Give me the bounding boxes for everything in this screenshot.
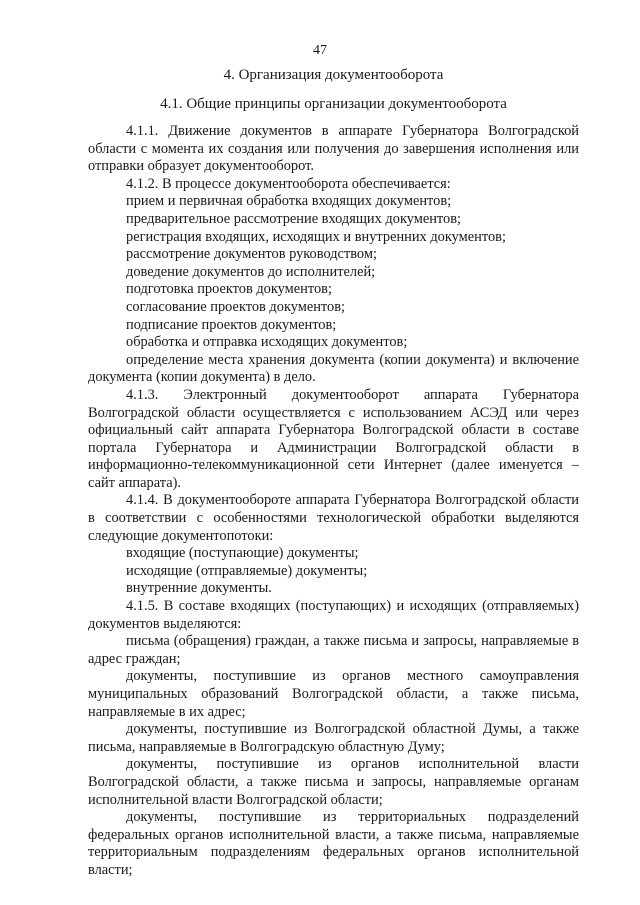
list-item: подготовка проектов документов;: [126, 281, 332, 298]
document-body: [88, 123, 579, 880]
paragraph-executive-authorities: документы, поступившие из органов исполнительной власти Волгоградской области, а также письма и запросы, направляемые органам исполнительной власти Волгоградской области;: [88, 756, 579, 808]
list-item: доведение документов до исполнителей;: [126, 263, 376, 280]
list-item: обработка и отправка исходящих документов;: [126, 334, 408, 351]
paragraph-storage-location: определение места хранения документа (копии документа) и включение документа (копии документа) в дело.: [88, 351, 579, 386]
list-item: прием и первичная обработка входящих документов;: [126, 193, 452, 210]
paragraph-citizen-letters: письма (обращения) граждан, а также письма и запросы, направляемые в адрес граждан;: [88, 633, 579, 667]
paragraph-local-government: документы, поступившие из органов местного самоуправления муниципальных образований Волгоградской области, а также письма, направляемые в их адрес;: [88, 668, 579, 720]
section-title: 4. Организация документооборота: [223, 67, 444, 83]
paragraph-4-1-3: 4.1.3. Электронный документооборот аппарата Губернатора Волгоградской области осуществляется с использованием АСЭД или через официальный сайт аппарата Губернатора Волгоградской области в составе портала Губернатора и Администрации Волгоградской области в информационно-телекоммуникационной сети Интернет (далее именуется – сайт аппарата).: [88, 386, 579, 491]
paragraph-4-1-5: 4.1.5. В составе входящих (поступающих) и исходящих (отправляемых) документов выделяются:: [88, 598, 579, 632]
subsection-title: 4.1. Общие принципы организации документооборота: [160, 96, 507, 112]
list-item: входящие (поступающие) документы;: [126, 545, 359, 562]
list-item: подписание проектов документов;: [126, 316, 337, 333]
paragraph-regional-duma: документы, поступившие из Волгоградской областной Думы, а также письма, направляемые в Волгоградскую областную Думу;: [88, 721, 579, 755]
document-flow-list: [88, 545, 579, 598]
paragraph-4-1-2: 4.1.2. В процессе документооборота обеспечивается:: [126, 175, 451, 192]
process-list: [88, 193, 579, 351]
page-number: 47: [313, 43, 327, 58]
list-item: регистрация входящих, исходящих и внутренних документов;: [126, 228, 506, 245]
list-item: согласование проектов документов;: [126, 298, 346, 315]
list-item: внутренние документы.: [126, 580, 272, 597]
list-item: рассмотрение документов руководством;: [126, 246, 377, 263]
paragraph-4-1-1: 4.1.1. Движение документов в аппарате Губернатора Волгоградской области с момента их создания или получения до завершения исполнения или отправки образует документооборот.: [88, 123, 579, 175]
paragraph-4-1-4: 4.1.4. В документообороте аппарата Губернатора Волгоградской области в соответствии с особенностями технологической обработки выделяются следующие документопотоки:: [88, 492, 579, 544]
list-item: предварительное рассмотрение входящих документов;: [126, 210, 462, 227]
paragraph-federal-subdivisions: документы, поступившие из территориальных подразделений федеральных органов исполнительной власти, а также письма, направляемые территориальным подразделениям федеральных органов исполнительной власти;: [88, 809, 579, 878]
list-item: исходящие (отправляемые) документы;: [126, 562, 368, 579]
